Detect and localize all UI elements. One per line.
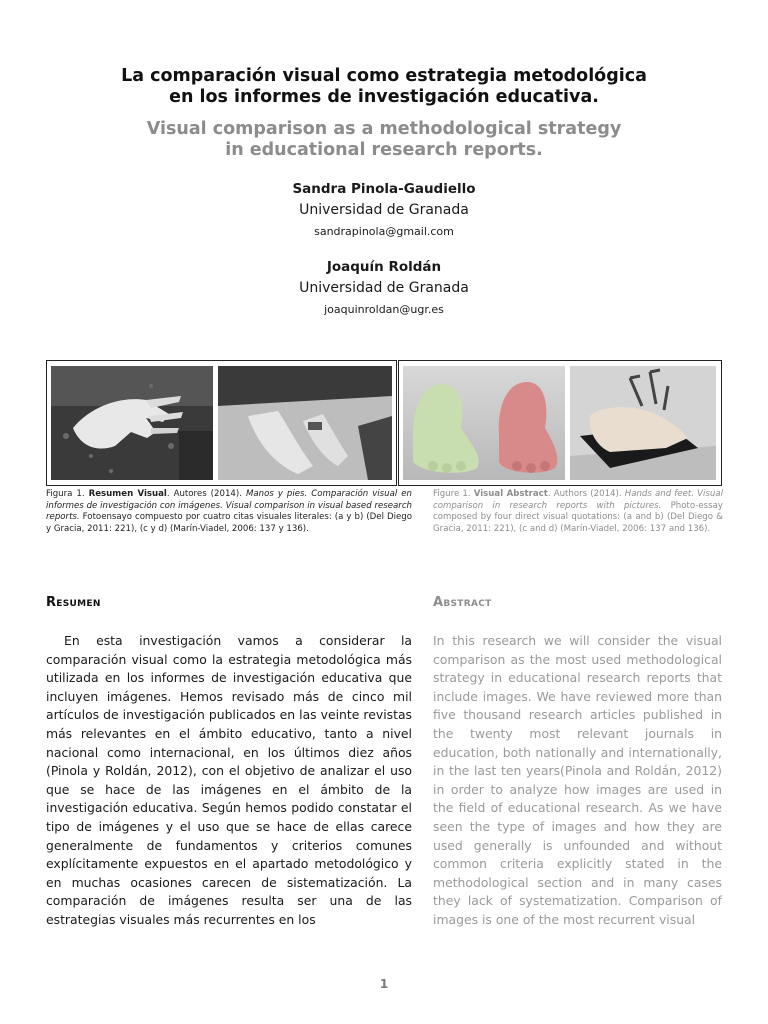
caption-italic: Manos y pies. Comparación visual en informes de investigación con imágenes. Visual comparison in visual based research reports.: [46, 489, 412, 522]
title-english-line-2: in educational research reports.: [225, 140, 543, 160]
caption-rest: Photo-essay composed by four direct visual quotations: (a and b) (Del Diego & Gracia, 2011: 221), (c and d) (Marín-Viadel, 2006: 137 and 136).: [433, 500, 723, 534]
abstract-body-english: [433, 632, 722, 930]
body-paragraph: En esta investigación vamos a considerar la comparación visual como la estrategia metodológica más utilizada en los informes de investigación educativa que incluyen imágenes. Hemos revisado más de cinco mil artículos de investigación publicados en las veinte revistas más relevantes en el ámbito educativo, tanto a nivel nacional como internacional, en los últimos diez años (Pinola y Roldán, 2012), con el objetivo de analizar el uso que se hace de las imágenes en el ámbito de la investigación educativa. Según hemos podido constatar el tipo de imágenes y el uso que se hace de ellas carece generalmente de fundamentos y criterios comunes explícitamente expuestos en el apartado metodológico y en muchas ocasiones carecen de sistematización. La comparación de imágenes resulta ser una de las estrategias visuales más recurrentes en los: [46, 633, 412, 927]
section-heading-abstract: Abstract: [433, 595, 492, 610]
author-affiliation: Universidad de Granada: [299, 202, 469, 218]
author-block-2: [0, 258, 768, 318]
abstract-body-spanish: [46, 632, 412, 930]
title-spanish: [0, 66, 768, 108]
caption-bold-title: Visual Abstract: [473, 489, 548, 499]
author-name: Joaquín Roldán: [326, 259, 442, 275]
figure-caption-english: [433, 489, 723, 535]
author-affiliation: Universidad de Granada: [299, 280, 469, 296]
page-number: 1: [379, 977, 389, 991]
author-block-1: [0, 180, 768, 240]
title-spanish-line-2: en los informes de investigación educativa.: [169, 87, 599, 107]
caption-mid: . Authors (2014).: [547, 489, 625, 499]
photo-frame-feet: [398, 360, 722, 486]
author-email[interactable]: sandrapinola@gmail.com: [314, 225, 454, 238]
author-email[interactable]: joaquinroldan@ugr.es: [324, 303, 444, 316]
title-english: [0, 119, 768, 161]
figure-photo-strip: [46, 360, 722, 486]
caption-bold-title: Resumen Visual: [88, 489, 167, 499]
caption-prefix: Figura 1.: [46, 489, 89, 499]
caption-italic: Hands and feet. Visual comparison in research reports with pictures.: [433, 489, 723, 511]
author-name: Sandra Pinola-Gaudiello: [292, 181, 476, 197]
hands-photo: [218, 366, 392, 480]
feet-sculpture-photo: [403, 366, 565, 480]
caption-rest: Fotoensayo compuesto por cuatro citas visuales literales: (a y b) (Del Diego y Gracia, 2011: 221), (c y d) (Marín-Viadel, 2006: 137 y 136).: [46, 512, 412, 534]
figure-caption-spanish: [46, 489, 412, 535]
caption-prefix: Figure 1.: [433, 489, 474, 499]
title-spanish-line-1: La comparación visual como estrategia metodológica: [121, 66, 647, 86]
body-paragraph: In this research we will consider the visual comparison as the most used methodological strategy in educational research reports that include images. We have reviewed more than five thousand research articles published in the twenty most relevant journals in education, both nationally and internationally, in the last ten years(Pinola and Roldán, 2012) in order to analyze how images are used in the field of educational research. As we have seen the type of images and how they are used generally is unfounded and without common criteria explicitly stated in the methodological section and in many cases they lack of systematization. Comparison of images is one of the most recurrent visual: [433, 633, 722, 927]
section-heading-resumen: Resumen: [46, 595, 101, 610]
caption-mid: . Autores (2014).: [166, 489, 246, 499]
hand-photo: [51, 366, 213, 480]
foot-sculpture-photo: [570, 366, 716, 480]
photo-frame-hands: [46, 360, 397, 486]
title-english-line-1: Visual comparison as a methodological strategy: [146, 119, 622, 139]
